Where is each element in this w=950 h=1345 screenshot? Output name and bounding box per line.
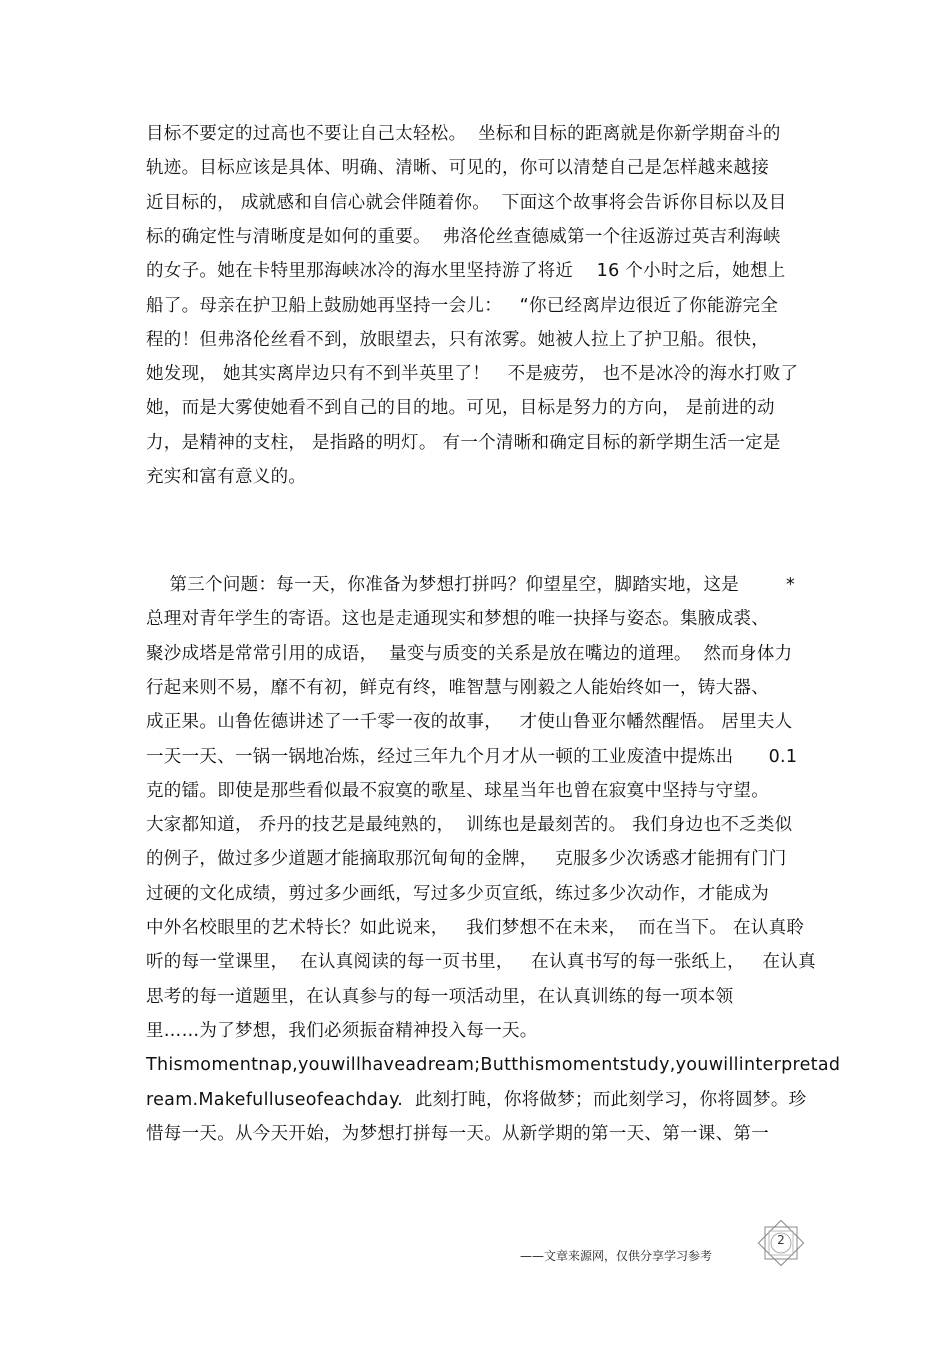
page-number: 2 xyxy=(777,1233,785,1247)
text-line: 里……为了梦想，我们必须振奋精神投入每一天。 xyxy=(146,1020,538,1041)
text-line: 她发现， 她其实离岸边只有不到半英里了！ 不是疲劳， 也不是冰冷的海水打败了 xyxy=(146,364,799,385)
text-line: 近目标的， 成就感和自信心就会伴随着你。 下面这个故事将会告诉你目标以及目 xyxy=(146,192,787,213)
text-line: 标的确定性与清晰度是如何的重要。 弗洛伦丝查德威第一个往返游过英吉利海峡 xyxy=(146,226,781,247)
text-line: 船了。母亲在护卫船上鼓励她再坚持一会儿： “你已经离岸边很近了你能游完全 xyxy=(146,295,779,316)
text-line: 力，是精神的支柱， 是指路的明灯。 有一个清晰和确定目标的新学期生活一定是 xyxy=(146,432,781,453)
text-line: 过硬的文化成绩，剪过多少画纸，写过多少页宣纸，练过多少次动作，才能成为 xyxy=(146,883,769,904)
text-line: 大家都知道， 乔丹的技艺是最纯熟的， 训练也是最刻苦的。 我们身边也不乏类似 xyxy=(146,815,793,836)
text-line: 充实和富有意义的。 xyxy=(146,467,307,487)
text-line: 中外名校眼里的艺术特长？如此说来， 我们梦想不在未来， 而在当下。 在认真聆 xyxy=(146,918,805,938)
text-line: 她，而是大雾使她看不到自己的目的地。可见，目标是努力的方向， 是前进的动 xyxy=(146,398,775,419)
text-line: 克的镭。即使是那些看似最不寂寞的歌星、球星当年也曾在寂寞中坚持与守望。 xyxy=(146,780,769,801)
text-line: 轨迹。目标应该是具体、明确、清晰、可见的，你可以清楚自己是怎样越来越接 xyxy=(146,158,769,179)
text-line: 行起来则不易，靡不有初，鲜克有终，唯智慧与刚毅之人能始终如一，铸大器、 xyxy=(146,677,769,698)
source-note: ——文章来源网，仅供分享学习参考 xyxy=(520,1249,713,1263)
text-line: Thismomentnap,youwillhaveadream;Butthismomentstudy,youwillinterpretad xyxy=(146,1055,841,1076)
text-line: 总理对青年学生的寄语。这也是走通现实和梦想的唯一抉择与姿态。集腋成裘、 xyxy=(146,609,769,630)
page-number-badge xyxy=(756,1220,806,1266)
text-line: 惜每一天。从今天开始，为梦想打拼每一天。从新学期的第一天、第一课、第一 xyxy=(146,1123,769,1144)
text-line: 目标不要定的过高也不要让自己太轻松。 坐标和目标的距离就是你新学期奋斗的 xyxy=(146,124,781,144)
text-line: 程的！但弗洛伦丝看不到，放眼望去，只有浓雾。她被人拉上了护卫船。很快， xyxy=(146,329,769,350)
text-line: 一天一天、一锅一锅地冶炼，经过三年九个月才从一顿的工业废渣中提炼出 0.1 xyxy=(146,746,798,767)
text-line: 思考的每一道题里，在认真参与的每一项活动里，在认真训练的每一项本领 xyxy=(146,986,734,1007)
text-line: ream.Makefulluseofeachday. 此刻打盹，你将做梦；而此刻学习，你将圆梦。珍 xyxy=(146,1089,807,1110)
text-line: 听的每一堂课里， 在认真阅读的每一页书里， 在认真书写的每一张纸上， 在认真 xyxy=(146,952,816,973)
text-line: 聚沙成塔是常常引用的成语， 量变与质变的关系是放在嘴边的道理。 然而身体力 xyxy=(146,643,793,664)
text-line: 的女子。她在卡特里那海峡冰冷的海水里坚持游了将近 16 个小时之后，她想上 xyxy=(146,261,786,282)
text-line: 第三个问题：每一天，你准备为梦想打拼吗？仰望星空，脚踏实地，这是 * xyxy=(146,575,795,595)
text-line: 的例子，做过多少道题才能摘取那沉甸甸的金牌， 克服多少次诱惑才能拥有门门 xyxy=(146,849,787,870)
text-line: 成正果。山鲁佐德讲述了一千零一夜的故事， 才使山鲁亚尔幡然醒悟。 居里夫人 xyxy=(146,712,793,733)
